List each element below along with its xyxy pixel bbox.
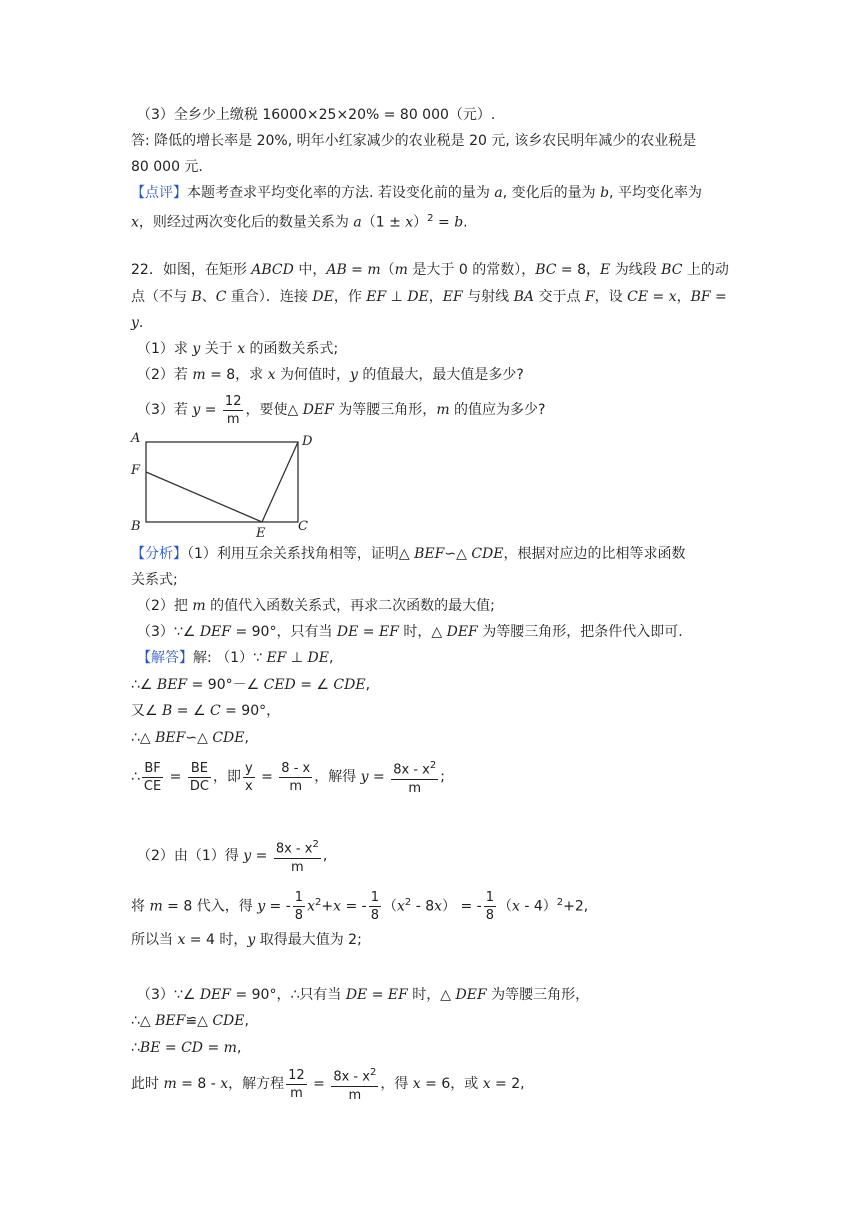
text: 为等腰三角形，把条件代入即可. bbox=[477, 624, 683, 640]
q22-sub-3 bbox=[137, 391, 545, 429]
var: BC bbox=[661, 262, 683, 278]
q22-line-3 bbox=[131, 313, 143, 333]
var: m bbox=[367, 262, 381, 278]
fraction bbox=[484, 889, 496, 924]
var: CDE bbox=[471, 546, 504, 562]
segment-fe bbox=[146, 472, 262, 522]
fraction bbox=[293, 889, 305, 924]
text: 8x - x bbox=[333, 1069, 370, 1085]
label-e: E bbox=[256, 526, 266, 540]
denominator: m bbox=[289, 778, 303, 794]
text: . bbox=[138, 315, 144, 331]
part3-line-2 bbox=[131, 1011, 249, 1031]
text: ，则经过两次变化后的数量关系为 bbox=[138, 214, 354, 231]
var: B bbox=[162, 703, 173, 719]
var: x bbox=[307, 898, 315, 915]
text: （3）∵∠ bbox=[137, 987, 200, 1003]
var: EF bbox=[387, 987, 408, 1003]
text: 取得最大值为 2; bbox=[255, 932, 362, 948]
text: = 90°－∠ bbox=[187, 677, 264, 693]
var: x bbox=[131, 214, 139, 231]
solution-line-3 bbox=[131, 701, 280, 721]
text: ; bbox=[440, 769, 445, 785]
var: BC bbox=[535, 262, 557, 278]
denominator: x bbox=[244, 778, 253, 794]
text: = bbox=[203, 1040, 224, 1056]
var: F bbox=[584, 289, 595, 305]
text: （1 ± bbox=[361, 214, 406, 231]
q22-line-2 bbox=[131, 287, 727, 307]
part3-line-4 bbox=[131, 1064, 525, 1104]
var: B bbox=[191, 289, 202, 305]
fraction bbox=[369, 889, 381, 924]
analysis-line-3 bbox=[137, 596, 495, 616]
text: - 8 bbox=[411, 898, 435, 915]
text: . bbox=[463, 214, 468, 231]
var: x bbox=[177, 932, 186, 948]
text: = bbox=[160, 1040, 182, 1056]
var: DE bbox=[312, 289, 334, 305]
var: m bbox=[394, 262, 408, 278]
var: CED bbox=[263, 677, 296, 693]
text: △ bbox=[197, 730, 213, 746]
numerator: 12 bbox=[224, 393, 242, 409]
var: DE bbox=[336, 624, 359, 640]
sup: 2 bbox=[312, 839, 319, 851]
text: = 4 时， bbox=[185, 932, 248, 948]
text: 中， bbox=[293, 262, 327, 278]
var: m bbox=[223, 1040, 237, 1056]
var: BEF bbox=[414, 546, 445, 562]
var: y bbox=[257, 898, 266, 915]
denominator: m bbox=[226, 411, 240, 427]
analysis-line-1 bbox=[131, 544, 685, 564]
var: DE bbox=[345, 987, 368, 1003]
var: m bbox=[192, 598, 206, 614]
var: EF bbox=[366, 289, 387, 305]
var: b bbox=[600, 185, 610, 201]
text: , bbox=[365, 677, 371, 693]
fraction bbox=[274, 836, 321, 875]
comment-tag: 【点评】 bbox=[131, 185, 187, 201]
text: ） = - bbox=[442, 898, 482, 915]
fraction bbox=[279, 760, 312, 795]
text: , bbox=[322, 848, 328, 864]
denominator: m bbox=[348, 1087, 362, 1103]
text: = ∠ bbox=[172, 703, 210, 719]
text: = bbox=[346, 262, 368, 278]
var: BF bbox=[690, 289, 711, 305]
q22-sub-1 bbox=[137, 339, 338, 359]
denominator: CE bbox=[143, 778, 162, 794]
text: 与射线 bbox=[462, 289, 514, 305]
var: E bbox=[600, 262, 611, 278]
text: = 8 - bbox=[176, 1076, 221, 1092]
var: DEF bbox=[446, 624, 478, 640]
denominator: 8 bbox=[294, 908, 304, 924]
text: = bbox=[256, 769, 278, 785]
text: （ bbox=[380, 262, 395, 278]
text: △ bbox=[456, 546, 472, 562]
var: DEF bbox=[199, 624, 231, 640]
numerator: BE bbox=[188, 760, 211, 778]
var: y bbox=[192, 402, 201, 418]
var: m bbox=[149, 898, 163, 915]
text: 关系式; bbox=[131, 572, 178, 588]
text: = 8 代入，得 bbox=[162, 898, 258, 915]
text: 此时 bbox=[131, 1076, 164, 1092]
denominator: DC bbox=[189, 778, 209, 794]
var: y bbox=[192, 341, 201, 357]
sup: 2 bbox=[429, 760, 437, 772]
text: 22．如图，在矩形 bbox=[131, 262, 252, 278]
var: a bbox=[353, 214, 362, 231]
solution-line-4 bbox=[131, 728, 249, 748]
label-a: A bbox=[131, 431, 141, 446]
text: 为线段 bbox=[610, 262, 662, 278]
text: = ∠ bbox=[295, 677, 334, 693]
text: （1）利用互余关系找角相等，证明△ bbox=[187, 546, 415, 562]
text: , 变化后的量为 bbox=[502, 185, 601, 201]
text: ， bbox=[676, 289, 691, 305]
text: ≌ bbox=[185, 1013, 198, 1029]
var: y bbox=[350, 367, 358, 383]
var: EF bbox=[266, 650, 287, 666]
text: ） bbox=[413, 214, 428, 231]
text: = bbox=[710, 289, 727, 305]
text: 时，△ bbox=[407, 987, 456, 1003]
text: ∴ bbox=[131, 769, 140, 785]
text: , bbox=[244, 1013, 249, 1029]
text: ，作 bbox=[333, 289, 367, 305]
var: x bbox=[396, 898, 405, 915]
var: EF bbox=[379, 624, 399, 640]
var: x bbox=[405, 214, 414, 231]
fraction bbox=[142, 760, 163, 795]
text: 时，△ bbox=[398, 624, 447, 640]
label-f: F bbox=[131, 463, 141, 478]
label-d: D bbox=[302, 434, 313, 449]
fraction bbox=[223, 393, 244, 428]
label-c: C bbox=[298, 519, 308, 534]
var: BE bbox=[139, 1040, 161, 1056]
text: （ bbox=[382, 898, 397, 915]
p21-comment-2 bbox=[131, 209, 468, 233]
sup: 2 bbox=[427, 213, 434, 224]
text: ，解方程 bbox=[228, 1076, 285, 1092]
text: ⊥ bbox=[286, 650, 308, 666]
var: BEF bbox=[155, 1013, 186, 1029]
numerator: 1 bbox=[370, 890, 379, 906]
text: = 8， bbox=[556, 262, 601, 278]
text: = bbox=[648, 289, 669, 305]
var: x bbox=[237, 341, 246, 357]
text: = 6，或 bbox=[420, 1076, 483, 1092]
var: CDE bbox=[212, 730, 245, 746]
var: C bbox=[209, 703, 221, 719]
text: △ bbox=[197, 1013, 213, 1029]
var: m bbox=[163, 1076, 177, 1092]
text: ，要使△ bbox=[245, 402, 303, 418]
denominator: m bbox=[290, 1085, 303, 1101]
var: CE bbox=[627, 289, 649, 305]
var: y bbox=[131, 315, 139, 331]
text: = 90°，只有当 bbox=[231, 624, 337, 640]
fraction bbox=[286, 1067, 307, 1102]
var: EF bbox=[442, 289, 463, 305]
text: （1）求 bbox=[137, 341, 193, 357]
text: ，解得 bbox=[314, 769, 361, 785]
fraction bbox=[243, 760, 255, 795]
text: , bbox=[236, 1040, 242, 1056]
var: m bbox=[436, 402, 450, 418]
text: = - bbox=[341, 898, 367, 915]
p21-answer-1 bbox=[131, 131, 696, 151]
text: ∴△ bbox=[131, 1013, 156, 1029]
text: = bbox=[433, 214, 455, 231]
var: DEF bbox=[302, 402, 334, 418]
var: DEF bbox=[199, 987, 231, 1003]
text: 将 bbox=[131, 898, 150, 915]
solution-tag: 【解答】 bbox=[137, 650, 193, 666]
text: ⊥ bbox=[386, 289, 408, 305]
numerator: 1 bbox=[485, 890, 494, 906]
text: = bbox=[165, 769, 186, 785]
text: （3）∵∠ bbox=[137, 624, 200, 640]
text: 为何值时， bbox=[275, 367, 350, 383]
text: 又∠ bbox=[131, 703, 163, 719]
text: , bbox=[328, 650, 334, 666]
var: C bbox=[215, 289, 227, 305]
text: （3）若 bbox=[137, 402, 193, 418]
text: = bbox=[200, 402, 221, 418]
var: x bbox=[412, 1076, 421, 1092]
sup: 2 bbox=[369, 1067, 377, 1079]
part2-line-3 bbox=[131, 930, 362, 950]
solution-line-5 bbox=[131, 757, 445, 797]
analysis-line-2 bbox=[131, 570, 178, 590]
text: = 90°， bbox=[220, 703, 281, 719]
text: = bbox=[308, 1076, 330, 1092]
denominator: m bbox=[408, 780, 422, 796]
numerator: 12 bbox=[288, 1067, 305, 1083]
text: 本题考查求平均变化率的方法. 若设变化前的量为 bbox=[187, 185, 495, 201]
var: y bbox=[360, 769, 369, 785]
var: DE bbox=[407, 289, 429, 305]
var: y bbox=[243, 848, 252, 864]
part3-line-1 bbox=[137, 985, 589, 1005]
var: x bbox=[220, 1076, 229, 1092]
var: m bbox=[192, 367, 206, 383]
var: a bbox=[494, 185, 503, 201]
text: 80 000 元. bbox=[131, 159, 203, 175]
text: 的值应为多少? bbox=[449, 402, 546, 418]
var: x bbox=[482, 1076, 491, 1092]
text: ∴△ bbox=[131, 730, 156, 746]
var: x bbox=[511, 898, 520, 915]
text: ，得 bbox=[380, 1076, 413, 1092]
var: BA bbox=[513, 289, 535, 305]
text: 上的动 bbox=[682, 262, 729, 278]
sup: 2 bbox=[556, 897, 564, 908]
text: 关于 bbox=[200, 341, 238, 357]
text: 所以当 bbox=[131, 932, 178, 948]
var: CDE bbox=[333, 677, 366, 693]
text: ，设 bbox=[594, 289, 628, 305]
text: = bbox=[358, 624, 379, 640]
part2-line-1 bbox=[137, 836, 327, 876]
var: CDE bbox=[212, 1013, 245, 1029]
text: ，即 bbox=[212, 769, 241, 785]
sup: 2 bbox=[314, 897, 322, 908]
denominator: m bbox=[290, 859, 304, 875]
text: , 平均变化率为 bbox=[609, 185, 702, 201]
text: +2, bbox=[563, 898, 589, 915]
var: DE bbox=[307, 650, 329, 666]
text: ∴∠ bbox=[131, 677, 157, 693]
numerator: 1 bbox=[294, 890, 304, 906]
fraction bbox=[391, 757, 438, 796]
solution-line-2 bbox=[131, 675, 370, 695]
p21-comment-1 bbox=[131, 183, 702, 203]
text: ，根据对应边的比相等求函数 bbox=[503, 546, 686, 562]
text: 的值最大，最大值是多少? bbox=[357, 367, 524, 383]
part2-line-2 bbox=[131, 883, 588, 927]
text: 为等腰三角形， bbox=[486, 987, 590, 1003]
var: x bbox=[333, 898, 341, 915]
fraction bbox=[331, 1064, 378, 1103]
text: ∴ bbox=[131, 1040, 140, 1056]
text: = - bbox=[265, 898, 291, 915]
numerator: 8 - x bbox=[281, 760, 311, 776]
text: = 2, bbox=[490, 1076, 525, 1092]
var: BEF bbox=[155, 730, 186, 746]
denominator: 8 bbox=[370, 908, 379, 924]
var: AB bbox=[326, 262, 347, 278]
numerator bbox=[391, 757, 438, 779]
text: 点（不与 bbox=[131, 289, 192, 305]
var: BEF bbox=[156, 677, 188, 693]
label-b: B bbox=[131, 519, 141, 534]
text: （2）把 bbox=[137, 598, 193, 614]
text: = bbox=[368, 769, 390, 785]
text: 8x - x bbox=[275, 841, 313, 857]
text: 解: （1）∵ bbox=[193, 650, 267, 666]
var: DEF bbox=[455, 987, 487, 1003]
text: 的函数关系式; bbox=[245, 341, 339, 357]
var: y bbox=[247, 932, 256, 948]
var: CD bbox=[181, 1040, 204, 1056]
solution-line-1 bbox=[137, 648, 333, 668]
text: 交于点 bbox=[534, 289, 585, 305]
segment-ed bbox=[262, 442, 298, 522]
text: ， bbox=[428, 289, 443, 305]
q22-sub-2 bbox=[137, 365, 524, 385]
text: 的值代入函数关系式，再求二次函数的最大值; bbox=[205, 598, 495, 614]
numerator bbox=[274, 836, 321, 858]
text: 、 bbox=[201, 289, 216, 305]
q22-line-1 bbox=[131, 260, 729, 280]
text: （3）全乡少上缴税 16000×25×20% = 80 000（元）. bbox=[137, 107, 496, 123]
analysis-tag: 【分析】 bbox=[131, 546, 187, 562]
var: x bbox=[668, 289, 677, 305]
text: - 4） bbox=[519, 898, 557, 915]
var: ABCD bbox=[251, 262, 294, 278]
numerator bbox=[331, 1064, 378, 1086]
text: （ bbox=[497, 898, 512, 915]
p21-line-3 bbox=[137, 105, 495, 125]
var: b bbox=[454, 214, 464, 231]
part3-line-3 bbox=[131, 1038, 241, 1058]
fraction bbox=[188, 760, 211, 795]
var: x bbox=[267, 367, 276, 383]
text: = bbox=[251, 848, 272, 864]
sup: 2 bbox=[404, 897, 412, 908]
text: ∽ bbox=[185, 730, 198, 746]
text: = 8，求 bbox=[205, 367, 268, 383]
text: （2）由（1）得 bbox=[137, 848, 244, 864]
text: 重合）．连接 bbox=[226, 289, 313, 305]
text: ∽ bbox=[444, 546, 457, 562]
denominator: 8 bbox=[485, 908, 494, 924]
text: 答: 降低的增长率是 20%, 明年小红家减少的农业税是 20 元, 该乡农民明年减少的农业税是 bbox=[131, 133, 697, 149]
var: x bbox=[434, 898, 443, 915]
text: 为等腰三角形， bbox=[333, 402, 437, 418]
text: 是大于 0 的常数）， bbox=[407, 262, 536, 278]
text: 8x - x bbox=[393, 762, 430, 778]
p21-answer-2 bbox=[131, 157, 203, 177]
text: = 90°，∴只有当 bbox=[231, 987, 346, 1003]
text: , bbox=[244, 730, 249, 746]
text: = bbox=[367, 987, 388, 1003]
text: + bbox=[321, 898, 334, 915]
text: （2）若 bbox=[137, 367, 193, 383]
rectangle-figure bbox=[125, 428, 325, 540]
analysis-line-4 bbox=[137, 622, 683, 642]
numerator: BF bbox=[142, 760, 163, 778]
numerator: y bbox=[244, 760, 253, 776]
